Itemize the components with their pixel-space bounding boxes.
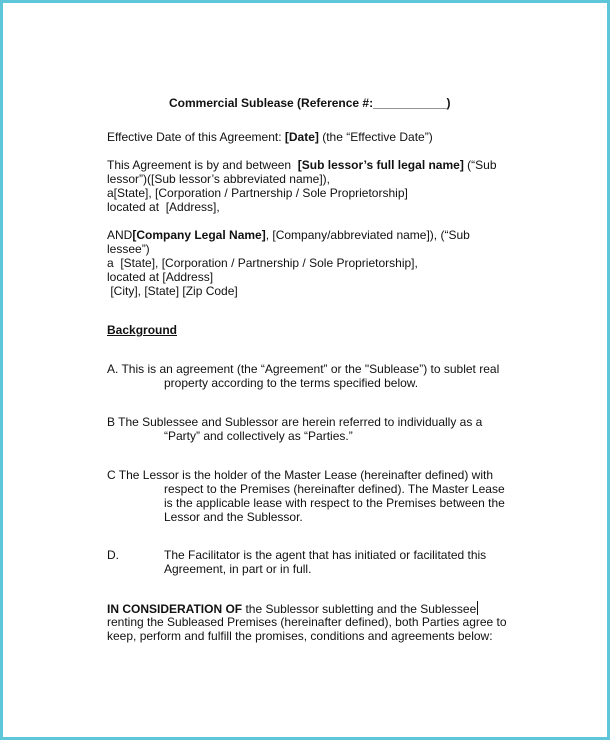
item-c-line-1: C The Lessor is the holder of the Master Lease (hereinafter defined) with	[107, 468, 493, 482]
document-title: Commercial Sublease (Reference #:___________)	[169, 96, 451, 110]
parties-line-1	[107, 158, 497, 172]
consideration-line-2: renting the Subleased Premises (hereinafter defined), both Parties agree to	[107, 615, 507, 629]
consideration-line-3: keep, perform and fulfill the promises, conditions and agreements below:	[107, 629, 493, 643]
parties-text: This Agreement is by and between	[107, 158, 298, 172]
parties-line-9: [City], [State] [Zip Code]	[107, 284, 238, 298]
item-b-line-1: B The Sublessee and Sublessor are herein referred to individually as a	[107, 415, 483, 429]
parties-text: , [Company/abbreviated name]), (“Sub	[265, 228, 470, 242]
item-c-line-2: respect to the Premises (hereinafter defined). The Master Lease	[164, 482, 505, 496]
consideration-text: the Sublessor subletting and the Sublessee	[242, 602, 477, 616]
sublessor-name-field: [Sub lessor’s full legal name]	[297, 158, 464, 172]
item-c-line-4: Lessor and the Sublessor.	[164, 510, 303, 524]
parties-line-5	[107, 228, 470, 242]
parties-line-8: located at [Address]	[107, 270, 214, 284]
parties-text: (“Sub	[463, 158, 497, 172]
item-d-line-2: Agreement, in part or in full.	[164, 562, 312, 576]
background-heading: Background	[107, 323, 178, 337]
effective-prefix: Effective Date of this Agreement:	[107, 130, 285, 144]
effective-date-line	[107, 130, 433, 144]
item-c-line-3: is the applicable lease with respect to the Premises between the	[164, 496, 505, 510]
company-name-field: [Company Legal Name]	[132, 228, 266, 242]
item-a-line-1: A. This is an agreement (the “Agreement” or the "Sublease”) to sublet real	[107, 362, 500, 376]
text-cursor	[477, 601, 478, 615]
item-a-line-2: property according to the terms specified below.	[164, 376, 419, 390]
parties-line-2: lessor”)([Sub lessor’s abbreviated name]),	[107, 172, 330, 186]
consideration-line-1	[107, 601, 478, 616]
consideration-heading: IN CONSIDERATION OF	[107, 602, 243, 616]
item-d-line-1: The Facilitator is the agent that has initiated or facilitated this	[164, 548, 487, 562]
parties-text: AND	[107, 228, 133, 242]
item-b-line-2: “Party” and collectively as “Parties.”	[164, 429, 353, 443]
item-d-label: D.	[107, 548, 119, 562]
parties-line-3: a[State], [Corporation / Partnership / Sole Proprietorship]	[107, 186, 408, 200]
parties-line-4: located at [Address],	[107, 200, 220, 214]
effective-date-field: [Date]	[284, 130, 319, 144]
parties-line-7: a [State], [Corporation / Partnership / Sole Proprietorship],	[107, 256, 418, 270]
parties-line-6: lessee”)	[107, 242, 150, 256]
effective-suffix: (the “Effective Date”)	[318, 130, 433, 144]
